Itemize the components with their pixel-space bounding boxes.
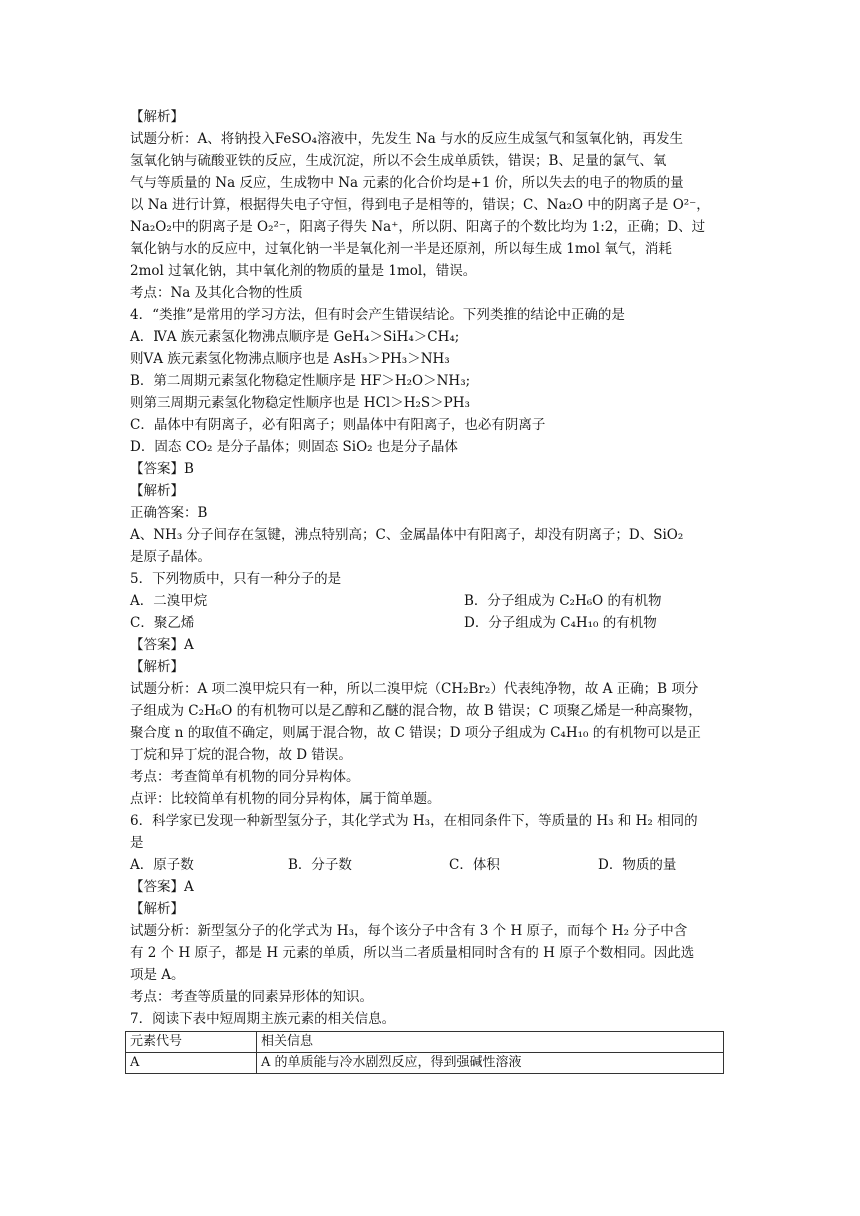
section-label: 【解析】 [130, 483, 184, 499]
table-header-row [126, 1032, 724, 1053]
option-c: C．体积 [449, 857, 500, 873]
topic-note: 考点：考查等质量的同素异形体的知识。 [130, 989, 373, 1005]
text-line: 子组成为 C₂H₆O 的有机物可以是乙醇和乙醚的混合物，故 B 错误；C 项聚乙烯是一种高聚物， [130, 703, 702, 719]
option-d: D．物质的量 [598, 857, 677, 873]
option-line: B．第二周期元素氢化物稳定性顺序是 HF＞H₂O＞NH₃; [130, 373, 471, 389]
question-stem: 是 [130, 835, 144, 851]
question-7 [130, 1008, 724, 1074]
text-line: 气与等质量的 Na 反应，生成物中 Na 元素的化合价均是+1 价，所以失去的电子的物质的量 [130, 175, 684, 191]
text-line: 有 2 个 H 原子，都是 H 元素的单质，所以当二者质量相同时含有的 H 原子个数相同。因此选 [130, 945, 695, 961]
table-row [126, 1053, 724, 1074]
option-row [130, 612, 724, 634]
text-line: 以 Na 进行计算，根据得失电子守恒，得到电子是相等的，错误；C、Na₂O 中的阴离子是 O²⁻， [130, 197, 710, 213]
question-6 [130, 810, 724, 1008]
text-line: 氢氧化钠与硫酸亚铁的反应，生成沉淀，所以不会生成单质铁，错误；B、足量的氯气、氧 [130, 153, 667, 169]
section-label: 【解析】 [130, 901, 184, 917]
option-line: 则ⅤA 族元素氢化物沸点顺序也是 AsH₃＞PH₃＞NH₃ [130, 351, 450, 367]
table-cell: A 的单质能与冷水剧烈反应，得到强碱性溶液 [257, 1053, 724, 1074]
text-line: 正确答案：B [130, 505, 208, 521]
element-info-table [125, 1031, 724, 1074]
option-row [130, 590, 724, 612]
option-row [130, 854, 724, 876]
option-a: A．二溴甲烷 [130, 593, 208, 609]
section-label: 【解析】 [130, 659, 184, 675]
text-line: 氧化钠与水的反应中，过氧化钠一半是氧化剂一半是还原剂，所以每生成 1mol 氧气，消耗 [130, 241, 672, 257]
question-5 [130, 568, 724, 810]
question-stem: 7．阅读下表中短周期主族元素的相关信息。 [130, 1011, 396, 1027]
answer-label: 【答案】A [130, 879, 194, 895]
topic-note: 考点：Na 及其化合物的性质 [130, 285, 303, 301]
explanation-q3 [130, 106, 724, 304]
option-line: 则第三周期元素氢化物稳定性顺序也是 HCl＞H₂S＞PH₃ [130, 395, 470, 411]
option-b: B．分子组成为 C₂H₆O 的有机物 [464, 593, 662, 609]
option-line: D．固态 CO₂ 是分子晶体；则固态 SiO₂ 也是分子晶体 [130, 439, 458, 455]
text-line: 试题分析：新型氢分子的化学式为 H₃，每个该分子中含有 3 个 H 原子，而每个 H₂ 分子中含 [130, 923, 688, 939]
section-label: 【解析】 [130, 109, 184, 125]
question-stem: 5．下列物质中，只有一种分子的是 [130, 571, 342, 587]
question-4 [130, 304, 724, 568]
topic-note: 考点：考查简单有机物的同分异构体。 [130, 769, 360, 785]
text-line: A、NH₃ 分子间存在氢键，沸点特别高；C、金属晶体中有阳离子，却没有阴离子；D、SiO₂ [130, 527, 684, 543]
option-b: B．分子数 [288, 857, 352, 873]
document-body [130, 106, 724, 1074]
text-line: Na₂O₂中的阴离子是 O₂²⁻，阳离子得失 Na⁺，所以阴、阳离子的个数比均为 1:2，正确；D、过 [130, 219, 706, 235]
comment-note: 点评：比较简单有机物的同分异构体，属于简单题。 [130, 791, 441, 807]
answer-label: 【答案】B [130, 461, 194, 477]
table-cell: A [126, 1053, 257, 1074]
text-line: 丁烷和异丁烷的混合物，故 D 错误。 [130, 747, 352, 763]
option-line: A．ⅣA 族元素氢化物沸点顺序是 GeH₄＞SiH₄＞CH₄; [130, 329, 460, 345]
answer-label: 【答案】A [130, 637, 194, 653]
option-line: C．晶体中有阴离子，必有阳离子；则晶体中有阳离子，也必有阴离子 [130, 417, 546, 433]
option-a: A．原子数 [130, 857, 194, 873]
text-line: 2mol 过氧化钠，其中氧化剂的物质的量是 1mol，错误。 [130, 263, 477, 279]
option-c: C．聚乙烯 [130, 615, 195, 631]
text-line: 项是 A。 [130, 967, 185, 983]
text-line: 试题分析：A、将钠投入FeSO₄溶液中，先发生 Na 与水的反应生成氢气和氢氧化钠，再发生 [130, 131, 684, 147]
question-stem: 6．科学家已发现一种新型氢分子，其化学式为 H₃，在相同条件下，等质量的 H₃ 和 H₂ 相同的 [130, 813, 698, 829]
text-line: 聚合度 n 的取值不确定，则属于混合物，故 C 错误；D 项分子组成为 C₄H₁₀ 的有机物可以是正 [130, 725, 701, 741]
table-header-cell: 相关信息 [257, 1032, 724, 1053]
table-header-cell: 元素代号 [126, 1032, 257, 1053]
question-stem: 4．“类推”是常用的学习方法，但有时会产生错误结论。下列类推的结论中正确的是 [130, 307, 625, 323]
text-line: 是原子晶体。 [130, 549, 211, 565]
text-line: 试题分析：A 项二溴甲烷只有一种，所以二溴甲烷（CH₂Br₂）代表纯净物，故 A 正确；B 项分 [130, 681, 699, 697]
option-d: D．分子组成为 C₄H₁₀ 的有机物 [464, 615, 657, 631]
